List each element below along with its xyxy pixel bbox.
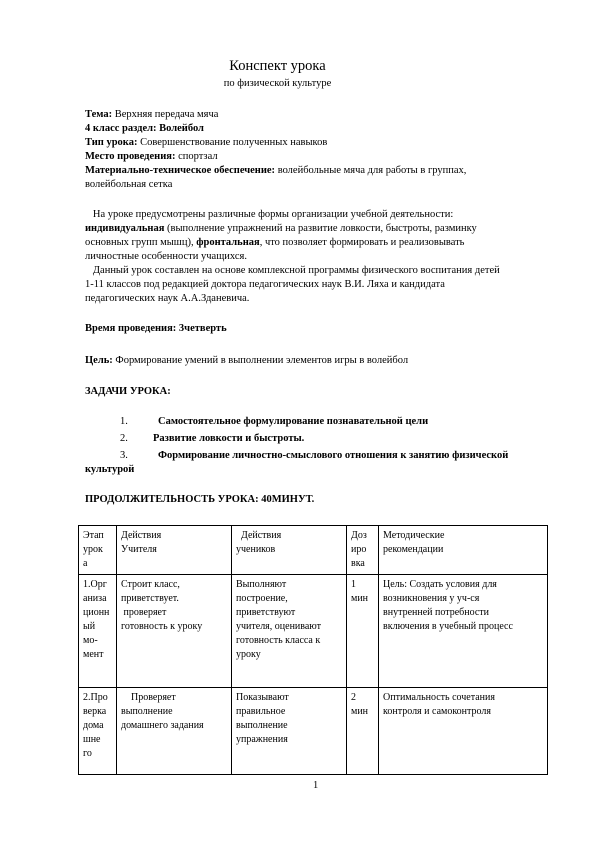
- equipment-line: [85, 164, 555, 178]
- equipment-label: Материально-техническое обеспечение:: [85, 165, 276, 176]
- header-cell: Методические рекомендации: [379, 526, 548, 575]
- equipment-line-2: волейбольная сетка: [85, 179, 173, 190]
- intro-line-1: На уроке предусмотрены различные формы организации учебной деятельности:: [85, 209, 454, 220]
- topic-line: [85, 108, 555, 122]
- task-2-num: 2.: [120, 433, 128, 444]
- header-cell: Этап урок а: [79, 526, 117, 575]
- table-header-row: [79, 526, 548, 575]
- goal-label: Цель:: [85, 355, 113, 366]
- task-3-num: 3.: [120, 450, 128, 461]
- task-2-text: Развитие ловкости и быстроты.: [153, 433, 305, 444]
- document-subtitle: по физической культуре: [223, 78, 332, 89]
- equipment-value: волейбольные мяча для работы в группах,: [275, 165, 467, 176]
- intro-line-6: 1-11 классов под редакцией доктора педагогических наук В.И. Ляха и кандидата: [85, 279, 445, 290]
- table-cell: Строит класс, приветствует. проверяет готовность к уроку: [117, 575, 232, 688]
- type-value: Совершенствование полученных навыков: [137, 137, 328, 148]
- topic-label: Тема:: [85, 109, 113, 120]
- task-1-text: Самостоятельное формулирование познавательной цели: [158, 416, 429, 427]
- table-cell: 1.Орг аниза ционн ый мо- мент: [79, 575, 117, 688]
- table-cell: Проверяет выполнение домашнего задания: [117, 688, 232, 775]
- intro-line-3: основных групп мышц), фронтальная, что позволяет формировать и реализовывать: [85, 237, 465, 248]
- place-label: Место проведения:: [85, 151, 176, 162]
- intro-line-4: личностные особенности учащихся.: [85, 251, 247, 262]
- intro-line-2: индивидуальная (выполнение упражнений на развитие ловкости, быстроты, разминку: [85, 223, 477, 234]
- task-3-cont: культурой: [85, 464, 135, 475]
- table-cell: 2 мин: [347, 688, 379, 775]
- table-row: [79, 688, 548, 775]
- table-cell: Выполняют построение, приветствуют учителя, оценивают готовность класса к уроку: [232, 575, 347, 688]
- lesson-table: [78, 525, 548, 775]
- table-cell: Оптимальность сочетания контроля и самоконтроля: [379, 688, 548, 775]
- table-cell: Цель: Создать условия для возникновения у уч-ся внутренней потребности включения в учебный процесс: [379, 575, 548, 688]
- header-cell: Действия Учителя: [117, 526, 232, 575]
- page-number: 1: [313, 780, 319, 791]
- task-3-text: Формирование личностно-смыслового отношения к занятию физической: [158, 450, 509, 461]
- table-row: [79, 575, 548, 688]
- header-cell: Действия учеников: [232, 526, 347, 575]
- table-cell: 2.Про верка дома шне го: [79, 688, 117, 775]
- table-cell: Показывают правильное выполнение упражнения: [232, 688, 347, 775]
- topic-value: Верхняя передача мяча: [112, 109, 219, 120]
- header-cell: Доз иро вка: [347, 526, 379, 575]
- intro-line-7: педагогических наук А.А.Зданевича.: [85, 293, 250, 304]
- tasks-header: ЗАДАЧИ УРОКА:: [85, 386, 171, 397]
- document-title: Конспект урока: [229, 58, 326, 74]
- type-line: [85, 136, 555, 150]
- task-1-num: 1.: [120, 416, 128, 427]
- table-cell: 1 мин: [347, 575, 379, 688]
- intro-line-5: Данный урок составлен на основе комплексной программы физического воспитания детей: [85, 265, 500, 276]
- goal-value: Формирование умений в выполнении элементов игры в волейбол: [112, 355, 409, 366]
- class-line: 4 класс раздел: Волейбол: [85, 123, 204, 134]
- duration-line: ПРОДОЛЖИТЕЛЬНОСТЬ УРОКА: 40МИНУТ.: [85, 494, 315, 505]
- goal-line: [85, 354, 555, 368]
- place-value: спортзал: [175, 151, 218, 162]
- place-line: [85, 150, 555, 164]
- time-line: Время проведения: 3четверть: [85, 323, 227, 334]
- type-label: Тип урока:: [85, 137, 138, 148]
